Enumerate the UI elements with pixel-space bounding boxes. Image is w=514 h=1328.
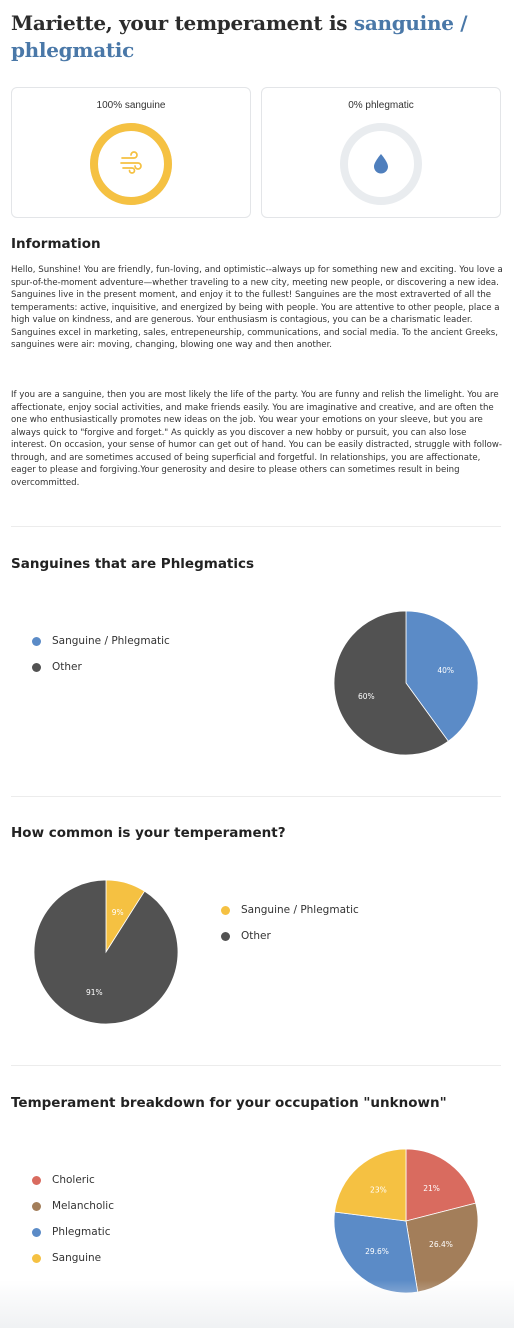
legend-swatch <box>32 663 41 672</box>
information-paragraph-1: Hello, Sunshine! You are friendly, fun-loving, and optimistic--always up for something new and exciting. You love a spur-of-the-moment adventure—whether traveling to a new city, meeting new people, or discovering a new idea. Sanguines live in the present moment, and enjoy it to the fullest! Sanguines are the most extraverted of all the temperaments: active, inquisitive, and energized by being with people. You are attentive to other people, place a high value on kindness, and are generous. Your enthusiasm is contagious, you can be a charismatic leader. Sanguines excel in marketing, sales, entrepeneurship, communications, and social media. To the ancient Greeks, sanguines were air: moving, changing, blowing one way and then another. <box>11 265 503 350</box>
pie-data-label: 60% <box>357 691 375 701</box>
legend-swatch <box>221 906 230 915</box>
legend-label: Phlegmatic <box>52 1226 111 1238</box>
pie-data-label: 40% <box>437 666 455 676</box>
section-divider <box>11 796 501 797</box>
legend-item-melancholic <box>32 1199 114 1213</box>
legend-swatch <box>32 637 41 646</box>
section-divider <box>11 526 501 527</box>
sanguine-score-card <box>11 87 251 218</box>
legend-label: Other <box>241 930 271 942</box>
phlegmatic-score-card <box>261 87 501 218</box>
legend-label: Other <box>52 661 82 673</box>
phlegmatic-score-label: 0% phlegmatic <box>348 100 414 111</box>
legend-item-choleric <box>32 1173 95 1187</box>
legend-swatch <box>221 932 230 941</box>
pie-data-label: 21% <box>423 1184 440 1194</box>
legend-item-other <box>221 929 271 943</box>
water-drop-icon <box>374 154 388 174</box>
title-temperament: sanguine / phlegmatic <box>11 11 468 62</box>
pie-data-label: 29.6% <box>365 1247 389 1257</box>
legend-label: Sanguine / Phlegmatic <box>52 635 170 647</box>
legend-swatch <box>32 1176 41 1185</box>
legend-swatch <box>32 1202 41 1211</box>
ring-progress <box>94 127 168 201</box>
title-prefix: Mariette, your temperament is <box>11 11 354 35</box>
legend-label: Melancholic <box>52 1200 114 1212</box>
sanguine-phlegmatic-pie-chart <box>334 611 478 755</box>
legend-item-sanguine-phlegmatic <box>221 903 359 917</box>
pie-data-label: 91% <box>86 988 103 998</box>
pie-slice-other <box>34 880 178 1024</box>
legend-label: Choleric <box>52 1174 95 1186</box>
page-title <box>11 10 491 64</box>
occupation-breakdown-pie-chart <box>334 1149 478 1293</box>
temperament-commonness-heading: How common is your temperament? <box>11 825 286 841</box>
legend-label: Sanguine / Phlegmatic <box>241 904 359 916</box>
pie-data-label: 23% <box>370 1185 387 1195</box>
occupation-breakdown-heading: Temperament breakdown for your occupation "unknown" <box>11 1095 447 1111</box>
phlegmatic-score-ring <box>338 121 424 207</box>
bottom-fade <box>0 1280 514 1328</box>
legend-swatch <box>32 1254 41 1263</box>
wind-icon <box>121 152 141 173</box>
temperament-commonness-pie-chart <box>34 880 178 1024</box>
section-divider <box>11 1065 501 1066</box>
legend-item-other <box>32 660 82 674</box>
sanguine-phlegmatic-heading: Sanguines that are Phlegmatics <box>11 556 255 572</box>
pie-data-label: 26.4% <box>429 1239 453 1249</box>
sanguine-score-label: 100% sanguine <box>96 100 166 111</box>
sanguine-score-ring <box>88 121 174 207</box>
legend-item-sanguine <box>32 1251 101 1265</box>
information-paragraph-2: If you are a sanguine, then you are most likely the life of the party. You are funny and relish the limelight. You are affectionate, enjoy social activities, and make friends easily. You are imaginative and creative, and are often the one who enthusiastically promotes new ideas on the job. You wear your emotions on your sleeve, but you are always quick to "forgive and forget." As quickly as you discover a new hobby or pursuit, you can also lose interest. On occasion, your sense of humor can get out of hand. You can be easily distracted, struggle with follow-through, and are sometimes accused of being superficial and forgetful. In relationships, you are affectionate, eager to please and forgiving.Your generosity and desire to please others can sometimes result in being overcommitted. <box>11 390 503 488</box>
information-heading: Information <box>11 236 101 252</box>
legend-item-phlegmatic <box>32 1225 111 1239</box>
legend-label: Sanguine <box>52 1252 102 1264</box>
legend-swatch <box>32 1228 41 1237</box>
legend-item-sanguine-phlegmatic <box>32 634 170 648</box>
pie-data-label: 9% <box>111 907 124 917</box>
